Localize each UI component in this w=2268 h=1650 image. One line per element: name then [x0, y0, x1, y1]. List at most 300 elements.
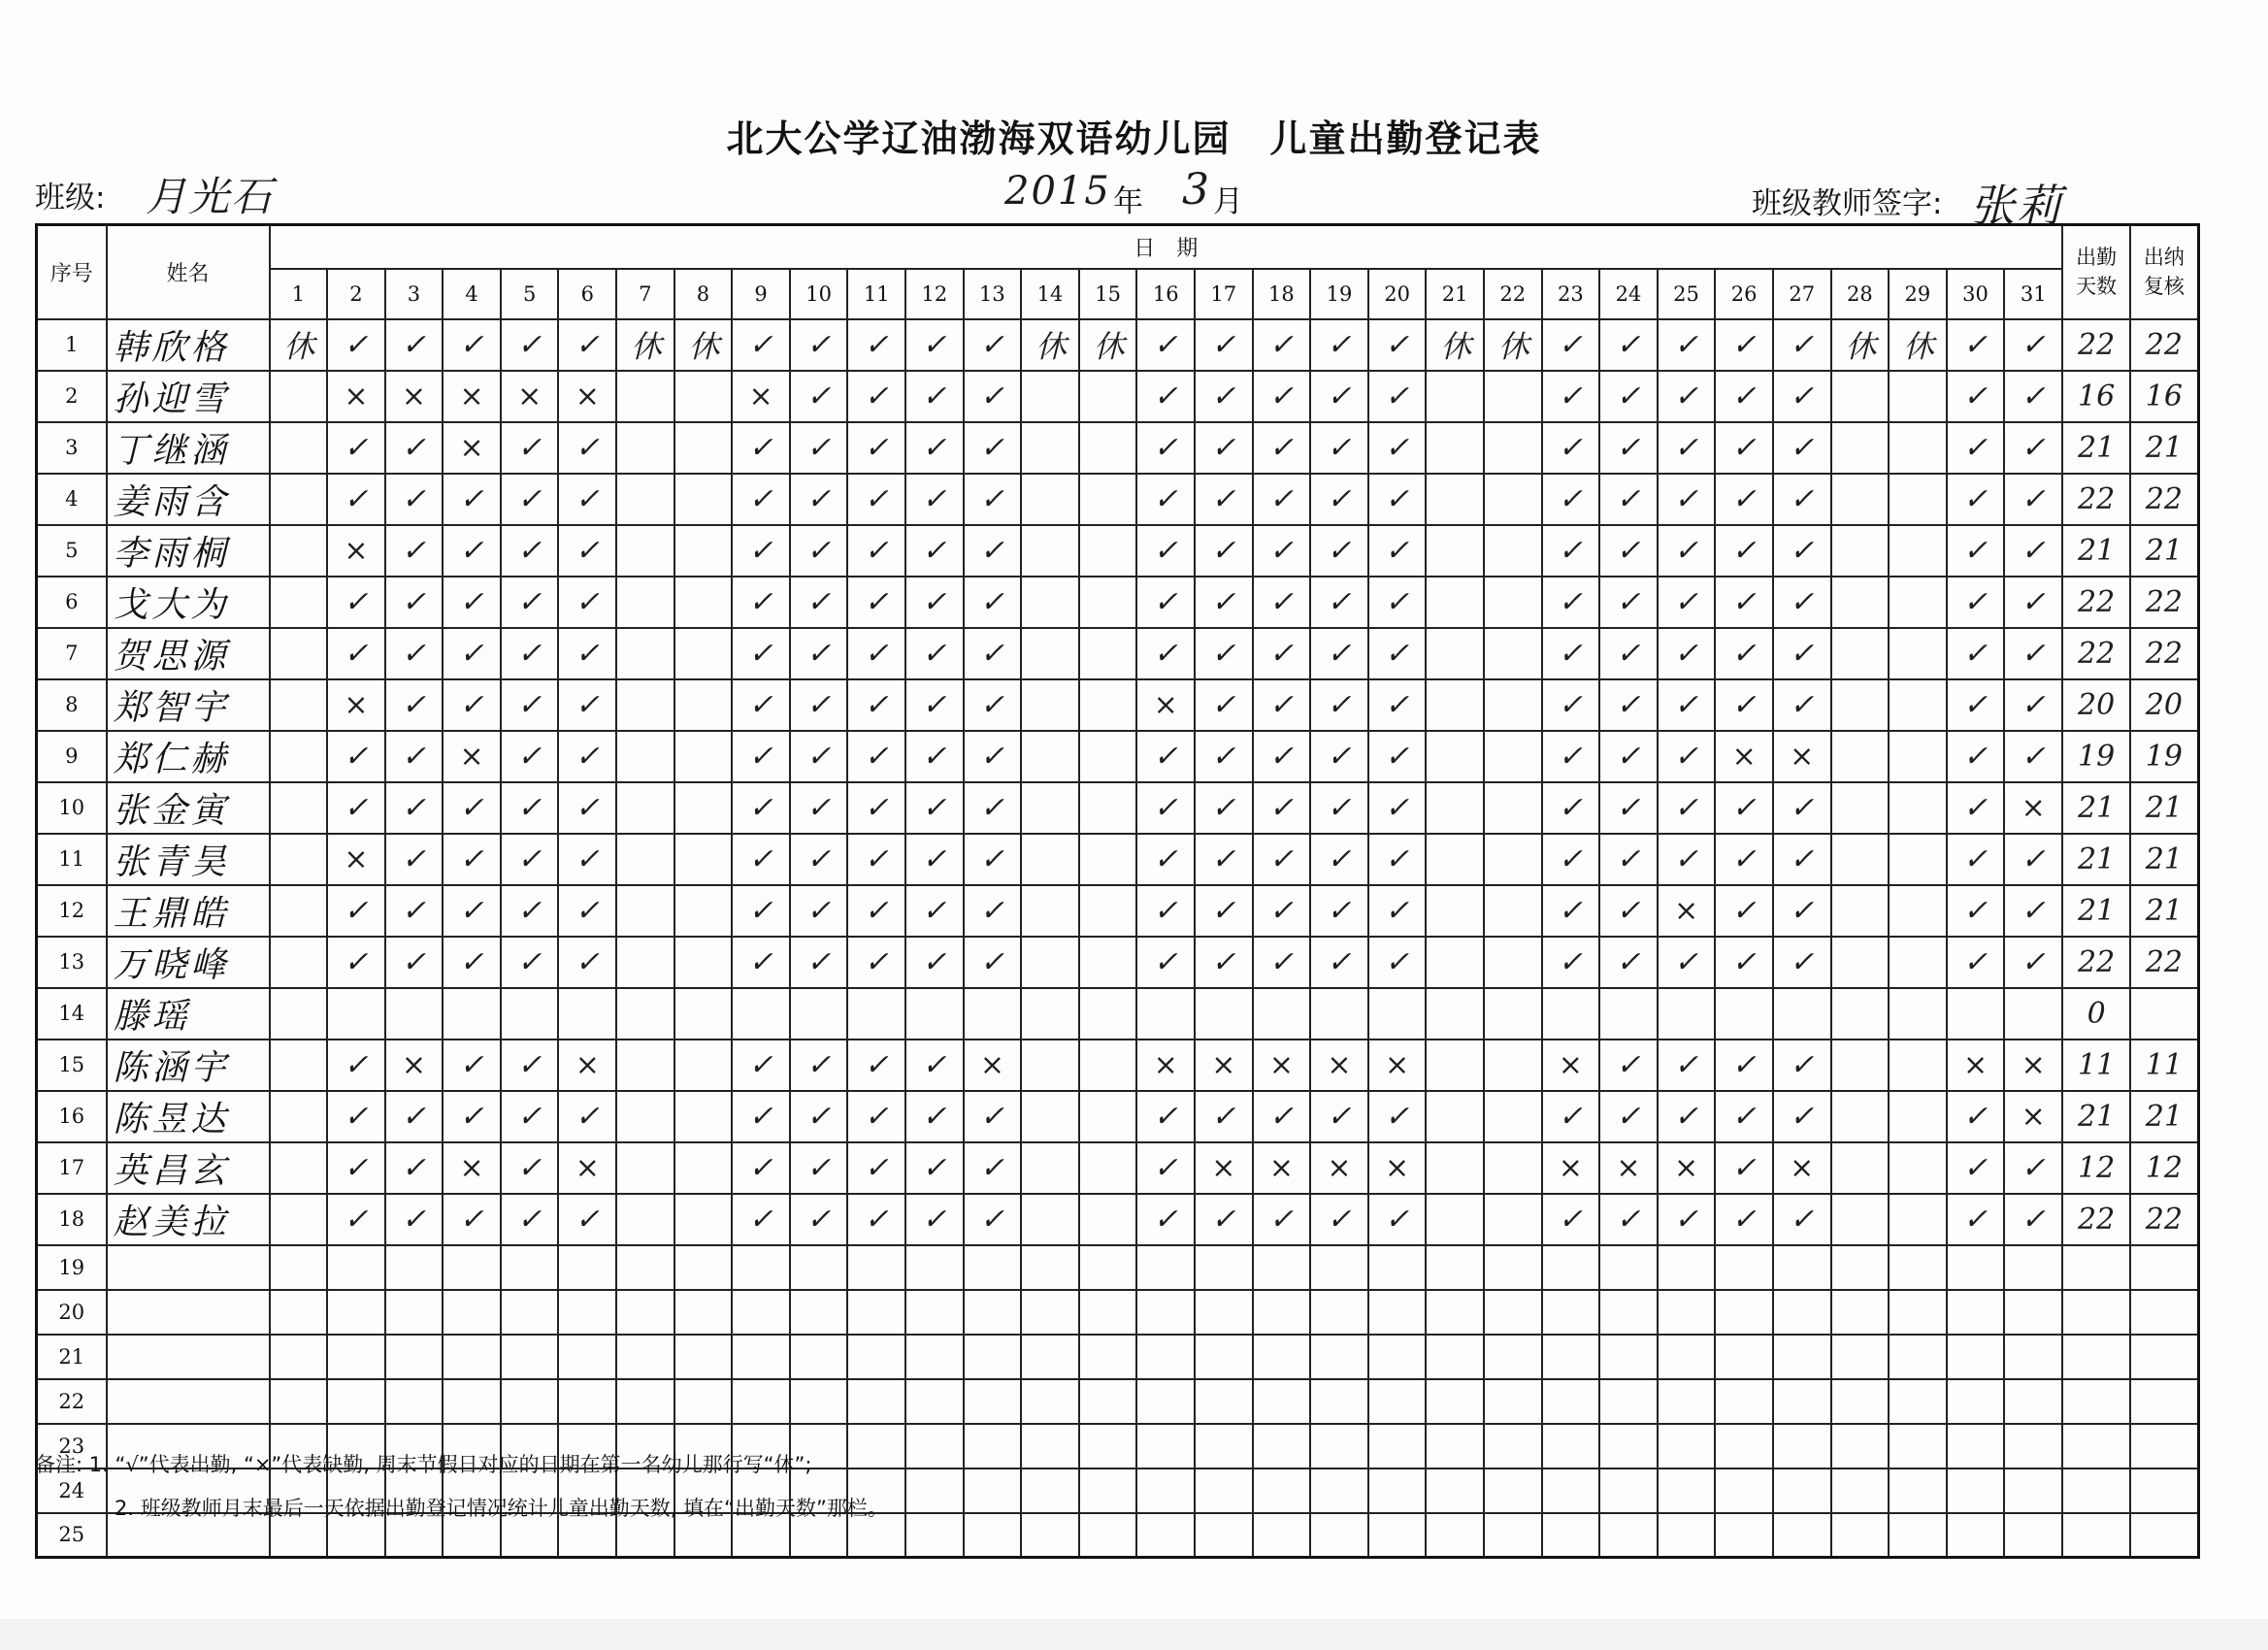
day-8-mark: [674, 988, 733, 1040]
table-row: [37, 525, 2199, 577]
day-number-1: 1: [270, 269, 328, 319]
day-30-mark: ✓: [1947, 1091, 2005, 1142]
day-26-mark: ✓: [1715, 679, 1773, 731]
day-15-mark: [1079, 1142, 1137, 1194]
day-6-mark: [558, 1335, 616, 1379]
day-19-mark: [1310, 1245, 1368, 1290]
day-1-mark: [270, 1091, 328, 1142]
attend-days-cell: 21: [2062, 885, 2130, 937]
day-18-mark: ✓: [1253, 371, 1311, 422]
day-30-mark: ✓: [1947, 577, 2005, 628]
day-4-mark: ✓: [443, 474, 501, 525]
day-9-mark: ✓: [732, 885, 790, 937]
day-11-mark: ✓: [847, 371, 905, 422]
day-20-mark: ✓: [1368, 937, 1427, 988]
day-15-mark: [1079, 422, 1137, 474]
day-14-mark: [1021, 1245, 1079, 1290]
check-cell: 21: [2130, 885, 2198, 937]
day-3-mark: ✓: [385, 577, 444, 628]
day-14-mark: [1021, 371, 1079, 422]
day-1-mark: [270, 1335, 328, 1379]
day-31-mark: ✓: [2004, 679, 2062, 731]
day-18-mark: ✓: [1253, 782, 1311, 834]
day-19-mark: ✓: [1310, 782, 1368, 834]
day-14-mark: [1021, 1379, 1079, 1424]
day-30-mark: [1947, 1290, 2005, 1335]
day-10-mark: ✓: [790, 577, 848, 628]
day-12-mark: ✓: [905, 577, 964, 628]
table-row: [37, 1245, 2199, 1290]
day-24-mark: ✓: [1599, 1194, 1658, 1245]
check-header-line-2: 复核: [2143, 275, 2185, 299]
day-8-mark: [674, 1040, 733, 1091]
day-2-mark: ✓: [327, 1194, 385, 1245]
day-5-mark: [501, 1379, 559, 1424]
check-cell: [2130, 988, 2198, 1040]
day-26-mark: ✓: [1715, 319, 1773, 371]
day-18-mark: ✓: [1253, 885, 1311, 937]
day-26-mark: ✓: [1715, 525, 1773, 577]
day-13-mark: ✓: [964, 1194, 1022, 1245]
day-17-mark: ×: [1195, 1040, 1253, 1091]
day-5-mark: ✓: [501, 319, 559, 371]
day-8-mark: [674, 628, 733, 679]
day-30-mark: [1947, 1379, 2005, 1424]
day-18-mark: ✓: [1253, 834, 1311, 885]
day-17-mark: ✓: [1195, 1091, 1253, 1142]
day-27-mark: ✓: [1773, 577, 1831, 628]
day-8-mark: [674, 834, 733, 885]
day-13-mark: ✓: [964, 1142, 1022, 1194]
day-15-mark: [1079, 782, 1137, 834]
day-31-mark: [2004, 1379, 2062, 1424]
day-8-mark: [674, 885, 733, 937]
note-line-2: 2. 班级教师月末最后一天依据出勤登记情况统计儿童出勤天数, 填在“出勤天数”那栏。: [115, 1497, 888, 1520]
day-13-mark: [964, 1379, 1022, 1424]
day-6-mark: ✓: [558, 937, 616, 988]
day-22-mark: [1484, 1040, 1542, 1091]
day-1-mark: [270, 1194, 328, 1245]
child-name: 孙迎雪: [107, 371, 270, 422]
day-16-mark: ✓: [1136, 474, 1195, 525]
day-23-mark: [1542, 1245, 1600, 1290]
day-9-mark: [732, 1335, 790, 1379]
day-7-mark: [616, 1335, 674, 1379]
day-27-mark: ✓: [1773, 525, 1831, 577]
day-28-mark: [1831, 1091, 1890, 1142]
day-16-mark: ✓: [1136, 1142, 1195, 1194]
day-25-mark: [1658, 1290, 1716, 1335]
attend-days-cell: 22: [2062, 319, 2130, 371]
day-19-mark: [1310, 988, 1368, 1040]
day-30-mark: [1947, 1335, 2005, 1379]
day-9-mark: ✓: [732, 1040, 790, 1091]
day-number-11: 11: [847, 269, 905, 319]
day-16-mark: ✓: [1136, 834, 1195, 885]
day-27-mark: ×: [1773, 731, 1831, 782]
day-27-mark: [1773, 1290, 1831, 1335]
day-14-mark: [1021, 937, 1079, 988]
day-21-mark: [1426, 834, 1484, 885]
day-10-mark: ✓: [790, 679, 848, 731]
day-12-mark: ✓: [905, 834, 964, 885]
day-30-mark: [1947, 1424, 2005, 1468]
day-26-mark: [1715, 1379, 1773, 1424]
day-16-mark: ✓: [1136, 937, 1195, 988]
day-28-mark: [1831, 1245, 1890, 1290]
day-26-mark: ✓: [1715, 1194, 1773, 1245]
year-value: 2015: [1004, 169, 1111, 214]
day-17-mark: ✓: [1195, 371, 1253, 422]
day-8-mark: [674, 474, 733, 525]
day-22-mark: [1484, 371, 1542, 422]
child-name: [107, 1245, 270, 1290]
day-8-mark: [674, 577, 733, 628]
day-19-mark: ✓: [1310, 834, 1368, 885]
day-31-mark: ✓: [2004, 937, 2062, 988]
child-name: [107, 1379, 270, 1424]
day-2-mark: ×: [327, 525, 385, 577]
day-28-mark: [1831, 1513, 1890, 1558]
day-17-mark: ✓: [1195, 885, 1253, 937]
day-6-mark: ×: [558, 371, 616, 422]
attend-days-cell: 0: [2062, 988, 2130, 1040]
day-27-mark: ✓: [1773, 474, 1831, 525]
day-4-mark: ×: [443, 371, 501, 422]
day-17-mark: ✓: [1195, 937, 1253, 988]
day-17-mark: [1195, 1245, 1253, 1290]
day-3-mark: [385, 1379, 444, 1424]
check-cell: [2130, 1513, 2198, 1558]
day-2-mark: [327, 1335, 385, 1379]
row-seq: 16: [37, 1091, 107, 1142]
day-27-mark: ✓: [1773, 834, 1831, 885]
month-label: 月: [1213, 184, 1243, 219]
day-13-mark: ✓: [964, 577, 1022, 628]
day-11-mark: ✓: [847, 422, 905, 474]
day-17-mark: ✓: [1195, 525, 1253, 577]
day-28-mark: [1831, 679, 1890, 731]
attend-days-cell: [2062, 1290, 2130, 1335]
day-number-23: 23: [1542, 269, 1600, 319]
day-5-mark: ✓: [501, 1194, 559, 1245]
day-4-mark: ✓: [443, 1040, 501, 1091]
day-13-mark: ✓: [964, 937, 1022, 988]
day-22-mark: [1484, 577, 1542, 628]
day-12-mark: [905, 1335, 964, 1379]
day-5-mark: ✓: [501, 1040, 559, 1091]
day-27-mark: ✓: [1773, 628, 1831, 679]
day-23-mark: ✓: [1542, 422, 1600, 474]
day-15-mark: [1079, 371, 1137, 422]
day-number-22: 22: [1484, 269, 1542, 319]
check-cell: 19: [2130, 731, 2198, 782]
table-row: [37, 937, 2199, 988]
day-22-mark: [1484, 1142, 1542, 1194]
check-cell: 21: [2130, 834, 2198, 885]
day-7-mark: [616, 937, 674, 988]
day-31-mark: ×: [2004, 782, 2062, 834]
child-name: 张金寅: [107, 782, 270, 834]
day-31-mark: ✓: [2004, 577, 2062, 628]
day-29-mark: [1889, 1194, 1947, 1245]
day-26-mark: ✓: [1715, 474, 1773, 525]
day-5-mark: ×: [501, 371, 559, 422]
day-9-mark: ✓: [732, 1194, 790, 1245]
day-15-mark: [1079, 1091, 1137, 1142]
child-name: 李雨桐: [107, 525, 270, 577]
check-cell: [2130, 1245, 2198, 1290]
day-9-mark: ✓: [732, 731, 790, 782]
check-cell: [2130, 1290, 2198, 1335]
day-14-mark: [1021, 1290, 1079, 1335]
day-27-mark: ✓: [1773, 679, 1831, 731]
day-4-mark: ✓: [443, 319, 501, 371]
day-number-30: 30: [1947, 269, 2005, 319]
day-24-mark: ✓: [1599, 474, 1658, 525]
day-17-mark: ✓: [1195, 422, 1253, 474]
day-30-mark: ✓: [1947, 474, 2005, 525]
day-29-mark: [1889, 731, 1947, 782]
day-1-mark: [270, 1245, 328, 1290]
check-cell: [2130, 1335, 2198, 1379]
day-24-mark: [1599, 1245, 1658, 1290]
child-name: 郑仁赫: [107, 731, 270, 782]
day-12-mark: [905, 988, 964, 1040]
day-15-mark: [1079, 988, 1137, 1040]
day-11-mark: ✓: [847, 474, 905, 525]
day-17-mark: [1195, 1335, 1253, 1379]
day-25-mark: ✓: [1658, 1194, 1716, 1245]
attend-header-line-1: 出勤: [2076, 246, 2118, 270]
day-28-mark: [1831, 1142, 1890, 1194]
day-18-mark: [1253, 1335, 1311, 1379]
day-29-mark: [1889, 1040, 1947, 1091]
day-13-mark: [964, 1290, 1022, 1335]
day-20-mark: ✓: [1368, 679, 1427, 731]
table-row: [37, 988, 2199, 1040]
day-25-mark: ✓: [1658, 422, 1716, 474]
day-14-mark: [1021, 1335, 1079, 1379]
day-23-mark: [1542, 988, 1600, 1040]
day-6-mark: ✓: [558, 834, 616, 885]
day-27-mark: ✓: [1773, 937, 1831, 988]
check-cell: 20: [2130, 679, 2198, 731]
day-15-mark: [1079, 1379, 1137, 1424]
day-9-mark: ✓: [732, 679, 790, 731]
day-11-mark: [847, 1245, 905, 1290]
day-1-mark: [270, 1379, 328, 1424]
day-1-mark: [270, 525, 328, 577]
day-18-mark: ✓: [1253, 1091, 1311, 1142]
day-23-mark: ✓: [1542, 577, 1600, 628]
day-number-17: 17: [1195, 269, 1253, 319]
child-name: 陈昱达: [107, 1091, 270, 1142]
day-31-mark: ✓: [2004, 525, 2062, 577]
table-row: [37, 834, 2199, 885]
day-26-mark: ✓: [1715, 1040, 1773, 1091]
day-5-mark: [501, 988, 559, 1040]
day-25-mark: ✓: [1658, 834, 1716, 885]
day-22-mark: [1484, 834, 1542, 885]
day-19-mark: ×: [1310, 1040, 1368, 1091]
attend-days-cell: [2062, 1424, 2130, 1468]
check-cell: 22: [2130, 937, 2198, 988]
day-9-mark: [732, 1379, 790, 1424]
day-7-mark: [616, 731, 674, 782]
day-10-mark: ✓: [790, 422, 848, 474]
day-19-mark: ✓: [1310, 679, 1368, 731]
day-11-mark: ✓: [847, 525, 905, 577]
day-11-mark: ✓: [847, 937, 905, 988]
day-1-mark: [270, 679, 328, 731]
day-5-mark: ✓: [501, 628, 559, 679]
day-19-mark: ✓: [1310, 577, 1368, 628]
attend-days-header: [2062, 225, 2130, 319]
day-7-mark: [616, 1290, 674, 1335]
day-31-mark: ✓: [2004, 1142, 2062, 1194]
day-30-mark: [1947, 988, 2005, 1040]
day-28-mark: [1831, 1468, 1890, 1513]
day-28-mark: [1831, 1290, 1890, 1335]
day-11-mark: ✓: [847, 319, 905, 371]
day-7-mark: [616, 1379, 674, 1424]
day-4-mark: [443, 988, 501, 1040]
day-29-mark: [1889, 1335, 1947, 1379]
day-number-28: 28: [1831, 269, 1890, 319]
day-15-mark: [1079, 834, 1137, 885]
day-28-mark: [1831, 937, 1890, 988]
day-24-mark: ✓: [1599, 1040, 1658, 1091]
day-22-mark: [1484, 1335, 1542, 1379]
day-20-mark: [1368, 1245, 1427, 1290]
day-28-mark: [1831, 628, 1890, 679]
day-28-mark: [1831, 474, 1890, 525]
day-29-mark: [1889, 1424, 1947, 1468]
day-27-mark: ×: [1773, 1142, 1831, 1194]
day-27-mark: ✓: [1773, 885, 1831, 937]
day-11-mark: ✓: [847, 1142, 905, 1194]
day-29-mark: [1889, 1513, 1947, 1558]
day-29-mark: [1889, 422, 1947, 474]
day-24-mark: [1599, 1290, 1658, 1335]
row-seq: 3: [37, 422, 107, 474]
day-21-mark: [1426, 1335, 1484, 1379]
day-9-mark: ✓: [732, 525, 790, 577]
day-27-mark: [1773, 1245, 1831, 1290]
day-10-mark: ✓: [790, 371, 848, 422]
day-26-mark: ✓: [1715, 834, 1773, 885]
day-27-mark: [1773, 1335, 1831, 1379]
day-18-mark: ×: [1253, 1040, 1311, 1091]
day-15-mark: [1079, 628, 1137, 679]
day-31-mark: ✓: [2004, 474, 2062, 525]
day-7-mark: [616, 679, 674, 731]
day-1-mark: [270, 1142, 328, 1194]
day-27-mark: ✓: [1773, 1091, 1831, 1142]
note-line-1: 备注: 1. “√”代表出勤, “×”代表缺勤, 周末节假日对应的日期在第一名幼儿那行写“休”;: [35, 1453, 812, 1476]
day-8-mark: [674, 1194, 733, 1245]
day-19-mark: ✓: [1310, 474, 1368, 525]
day-number-8: 8: [674, 269, 733, 319]
day-1-mark: [270, 1040, 328, 1091]
day-26-mark: ✓: [1715, 371, 1773, 422]
day-22-mark: [1484, 1194, 1542, 1245]
day-24-mark: [1599, 988, 1658, 1040]
day-3-mark: ✓: [385, 885, 444, 937]
day-28-mark: [1831, 731, 1890, 782]
day-6-mark: ✓: [558, 474, 616, 525]
day-23-mark: [1542, 1379, 1600, 1424]
day-5-mark: ✓: [501, 525, 559, 577]
day-1-mark: [270, 422, 328, 474]
day-15-mark: [1079, 885, 1137, 937]
day-19-mark: ✓: [1310, 937, 1368, 988]
child-name: 戈大为: [107, 577, 270, 628]
day-4-mark: ✓: [443, 782, 501, 834]
day-17-mark: ✓: [1195, 319, 1253, 371]
day-3-mark: ✓: [385, 782, 444, 834]
table-row: [37, 885, 2199, 937]
check-cell: [2130, 1379, 2198, 1424]
day-15-mark: [1079, 1040, 1137, 1091]
attend-days-cell: 21: [2062, 834, 2130, 885]
day-29-mark: [1889, 834, 1947, 885]
day-26-mark: ✓: [1715, 782, 1773, 834]
day-number-16: 16: [1136, 269, 1195, 319]
day-24-mark: ✓: [1599, 834, 1658, 885]
day-3-mark: [385, 1335, 444, 1379]
day-1-mark: [270, 731, 328, 782]
table-row: [37, 679, 2199, 731]
day-15-mark: [1079, 937, 1137, 988]
day-6-mark: ✓: [558, 628, 616, 679]
day-10-mark: ✓: [790, 1194, 848, 1245]
day-25-mark: [1658, 1335, 1716, 1379]
day-22-mark: [1484, 525, 1542, 577]
day-28-mark: [1831, 577, 1890, 628]
day-16-mark: ✓: [1136, 885, 1195, 937]
day-31-mark: ✓: [2004, 319, 2062, 371]
day-28-mark: 休: [1831, 319, 1890, 371]
day-22-mark: [1484, 1379, 1542, 1424]
day-30-mark: ✓: [1947, 319, 2005, 371]
day-23-mark: ✓: [1542, 371, 1600, 422]
day-4-mark: ✓: [443, 525, 501, 577]
day-31-mark: ✓: [2004, 834, 2062, 885]
day-23-mark: [1542, 1290, 1600, 1335]
day-31-mark: [2004, 1245, 2062, 1290]
day-8-mark: [674, 679, 733, 731]
day-number-27: 27: [1773, 269, 1831, 319]
day-7-mark: [616, 782, 674, 834]
day-8-mark: [674, 731, 733, 782]
day-20-mark: ✓: [1368, 834, 1427, 885]
day-21-mark: [1426, 628, 1484, 679]
day-10-mark: [790, 1379, 848, 1424]
day-12-mark: ✓: [905, 474, 964, 525]
day-12-mark: ✓: [905, 679, 964, 731]
day-20-mark: ×: [1368, 1040, 1427, 1091]
day-30-mark: ✓: [1947, 834, 2005, 885]
day-25-mark: ✓: [1658, 319, 1716, 371]
day-19-mark: ✓: [1310, 371, 1368, 422]
day-3-mark: ✓: [385, 422, 444, 474]
day-1-mark: [270, 937, 328, 988]
day-15-mark: [1079, 1245, 1137, 1290]
day-5-mark: ✓: [501, 1142, 559, 1194]
day-number-15: 15: [1079, 269, 1137, 319]
